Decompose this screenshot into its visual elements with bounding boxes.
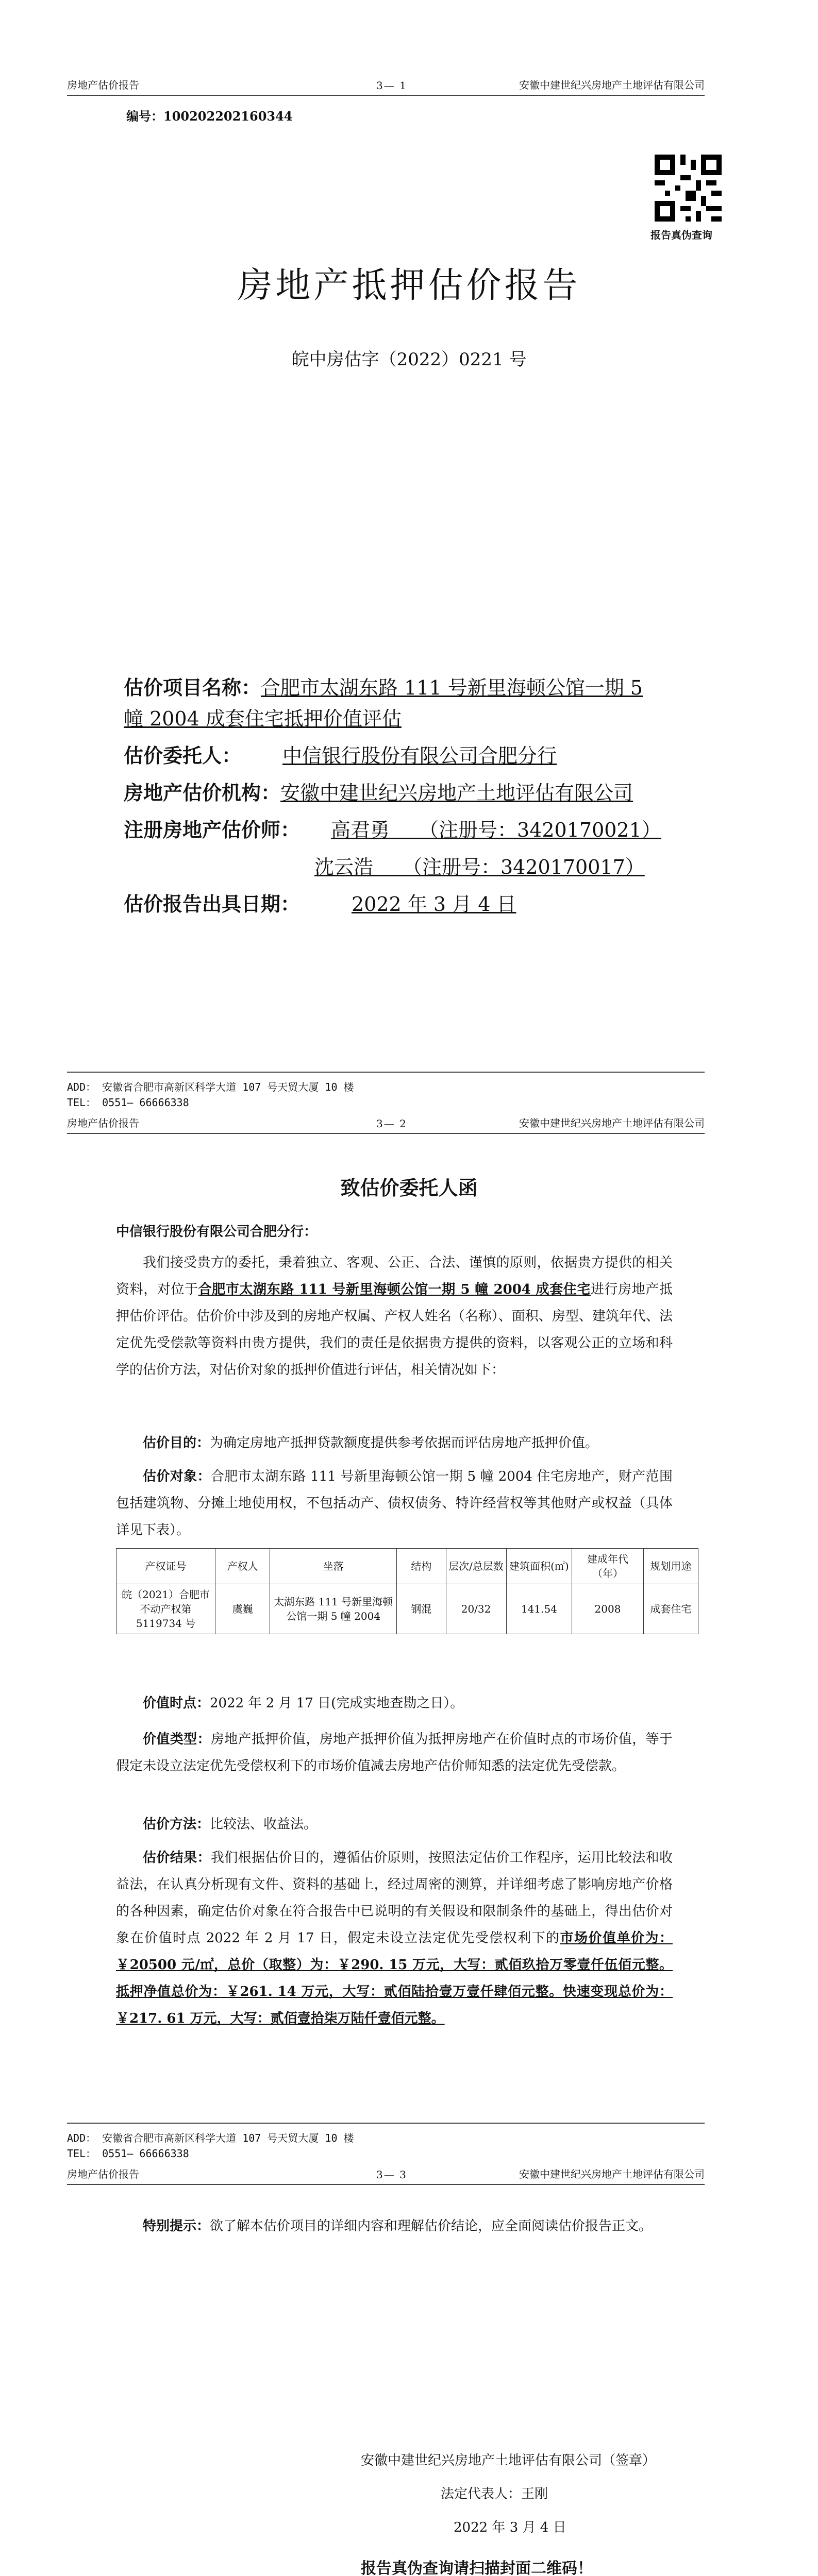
- signature-date: 2022 年 3 月 4 日: [454, 2520, 566, 2535]
- purpose-label: 估价目的：: [143, 1435, 210, 1451]
- method-paragraph: [116, 1811, 673, 1838]
- header-title: 房地产估价报告: [67, 79, 139, 91]
- agency-row: [124, 777, 701, 808]
- project-name-label: 估价项目名称：: [124, 676, 261, 699]
- purpose-text: 为确定房地产抵押贷款额度提供参考依据而评估房地产抵押价值。: [210, 1435, 599, 1451]
- intro-text-a: 我们接受贵方的委托，秉着独立、客观、公正、合法、谨慎的原则，依据贵方提供的相关资料，对位于: [116, 1255, 673, 1297]
- report-cover-page: [0, 0, 818, 1082]
- intro-text-c: 进行房地产抵押估价评估。估价价中涉及到的房地产权属、产权人姓名（名称）、面积、房型、建筑年代、法定优先受偿款等资料由贵方提供，我们的责任是依据贵方提供的资料，以客观公正的立场和科学的估价方法，对估价对象的抵押价值进行评估，相关情况如下：: [116, 1282, 673, 1378]
- table-header-cell: 层次/总层数: [446, 1549, 506, 1584]
- report-title: 房地产抵押估价报告: [237, 265, 581, 306]
- appraiser-1: 高君勇 （注册号：3420170021）: [331, 819, 661, 841]
- table-header-cell: 规划用途: [643, 1549, 698, 1584]
- footer-phone: TEL： 0551— 66666338: [67, 1096, 189, 1109]
- cover-info-block: [124, 672, 701, 920]
- signature-representative: 法定代表人：王刚: [441, 2486, 548, 2502]
- document-number: 皖中房估字（2022）0221 号: [291, 349, 527, 370]
- value-type-text: 房地产抵押价值，房地产抵押价值为抵押房地产在价值时点的市场价值，等于假定未设立法定优先受偿权利下的市场价值减去房地产估价师知悉的法定优先受偿款。: [116, 1732, 673, 1774]
- client-label: 估价委托人：: [124, 744, 242, 767]
- page-header: [67, 1115, 705, 1134]
- method-text: 比较法、收益法。: [210, 1817, 318, 1832]
- value-date-paragraph: [116, 1690, 673, 1717]
- project-name-value-2: 幢 2004 成套住宅抵押价值评估: [124, 707, 402, 730]
- special-tip-label: 特别提示：: [143, 2218, 210, 2234]
- intro-property: 合肥市太湖东路 111 号新里海顿公馆一期 5 幢 2004 成套住宅: [198, 1282, 591, 1297]
- purpose-paragraph: [116, 1430, 673, 1456]
- value-date-text: 2022 年 2 月 17 日(完成实地查勘之日）。: [210, 1696, 464, 1711]
- table-cell: 太湖东路 111 号新里海顿公馆一期 5 幢 2004: [270, 1584, 397, 1634]
- project-name-row-2: [124, 703, 701, 734]
- project-name-row: [124, 672, 701, 703]
- page-header: [67, 2166, 705, 2185]
- qr-code-icon[interactable]: [655, 155, 722, 222]
- value-type-label: 价值类型：: [143, 1732, 211, 1747]
- footer-address: ADD： 安徽省合肥市高新区科学大道 107 号天贸大厦 10 楼: [67, 1081, 354, 1093]
- result-label: 估价结果：: [143, 1850, 211, 1866]
- value-type-paragraph: [116, 1726, 673, 1780]
- footer-phone: TEL： 0551— 66666338: [67, 2147, 189, 2160]
- header-page-number: 3— 1: [376, 79, 407, 92]
- table-header-row: [116, 1549, 698, 1584]
- project-name-value: 合肥市太湖东路 111 号新里海顿公馆一期 5: [261, 676, 643, 699]
- method-label: 估价方法：: [143, 1817, 210, 1832]
- object-text: 合肥市太湖东路 111 号新里海顿公馆一期 5 幢 2004 住宅房地产，财产范围包括建筑物、分摊土地使用权，不包括动产、债权债务、特许经营权等其他财产或权益（具体详见下表）。: [116, 1469, 673, 1538]
- table-cell: 成套住宅: [643, 1584, 698, 1634]
- qr-code-label: 报告真伪查询: [650, 229, 712, 241]
- appraiser-row: [124, 815, 701, 845]
- page-footer: [67, 1079, 705, 1110]
- divider: [67, 2123, 705, 2124]
- date-value: 2022 年 3 月 4 日: [352, 893, 516, 916]
- agency-value: 安徽中建世纪兴房地产土地评估有限公司: [280, 782, 633, 804]
- intro-paragraph: [116, 1249, 673, 1383]
- table-header-cell: 坐落: [270, 1549, 397, 1584]
- date-row: [124, 889, 701, 920]
- table-header-cell: 产权人: [215, 1549, 270, 1584]
- special-tip-paragraph: [116, 2213, 673, 2240]
- table-header-cell: 建筑面积(㎡): [506, 1549, 572, 1584]
- result-paragraph: [116, 1844, 673, 2032]
- object-paragraph: [116, 1463, 673, 1544]
- table-header-cell: 产权证号: [116, 1549, 215, 1584]
- signature-company: 安徽中建世纪兴房地产土地评估有限公司（签章）: [361, 2453, 656, 2468]
- table-cell: 皖（2021）合肥市不动产权第 5119734 号: [116, 1584, 215, 1634]
- table-cell: 2008: [572, 1584, 643, 1634]
- table-cell: 141.54: [506, 1584, 572, 1634]
- result-values: 市场价值单价为：￥20500 元/㎡，总价（取整）为：￥290. 15 万元，大写：贰佰玖拾万零壹仟伍佰元整。抵押净值总价为：￥261. 14 万元，大写：贰佰陆拾壹万壹仟肆佰元整。快速变现总价为：￥217. 61 万元，大写：贰佰壹拾柒万陆仟壹佰元整。: [116, 1930, 673, 2026]
- page-footer: [67, 2130, 705, 2161]
- result-text: 我们根据估价目的，遵循估价原则，按照法定估价工作程序，运用比较法和收益法，在认真分析现有文件、资料的基础上，经过周密的测算，并详细考虑了影响房地产价格的各种因素，确定估价对象在符合报告中已说明的有关假设和限制条件的基础上，得出估价对象在价值时点 2022 年 2 月 17 日，假定未设立法定优先受偿权利下的: [116, 1850, 673, 1946]
- page-header: [67, 77, 705, 96]
- footer-address: ADD： 安徽省合肥市高新区科学大道 107 号天贸大厦 10 楼: [67, 2132, 354, 2144]
- header-page-number: 3— 2: [376, 1117, 407, 1130]
- appraiser-row-2: [124, 852, 701, 883]
- agency-label: 房地产估价机构：: [124, 781, 281, 804]
- special-tip-text: 欲了解本估价项目的详细内容和理解估价结论，应全面阅读估价报告正文。: [210, 2218, 653, 2234]
- table-cell: 钢混: [397, 1584, 446, 1634]
- table-cell: 虞巍: [215, 1584, 270, 1634]
- appraiser-label: 注册房地产估价师：: [124, 818, 301, 841]
- header-company: 安徽中建世纪兴房地产土地评估有限公司: [519, 2168, 705, 2180]
- header-company: 安徽中建世纪兴房地产土地评估有限公司: [519, 79, 705, 91]
- salutation: 中信银行股份有限公司合肥分行：: [116, 1224, 318, 1240]
- verification-notice: 报告真伪查询请扫描封面二维码！: [361, 2560, 593, 2576]
- table-header-cell: 建成年代（年）: [572, 1549, 643, 1584]
- value-date-label: 价值时点：: [143, 1696, 210, 1711]
- appraiser-2: 沈云浩 （注册号：3420170017）: [314, 856, 645, 878]
- report-number: 编号：10020220216034​4: [126, 109, 293, 124]
- object-label: 估价对象：: [143, 1469, 211, 1484]
- header-page-number: 3— 3: [376, 2168, 407, 2181]
- letter-title: 致估价委托人函: [340, 1176, 478, 1199]
- header-company: 安徽中建世纪兴房地产土地评估有限公司: [519, 1117, 705, 1129]
- header-title: 房地产估价报告: [67, 1117, 139, 1129]
- table-header-cell: 结构: [397, 1549, 446, 1584]
- property-table: [116, 1548, 698, 1634]
- date-label: 估价报告出具日期：: [124, 892, 301, 916]
- table-row: [116, 1584, 698, 1634]
- divider: [67, 1072, 705, 1073]
- header-title: 房地产估价报告: [67, 2168, 139, 2180]
- client-row: [124, 740, 701, 771]
- table-cell: 20/32: [446, 1584, 506, 1634]
- client-value: 中信银行股份有限公司合肥分行: [282, 744, 557, 767]
